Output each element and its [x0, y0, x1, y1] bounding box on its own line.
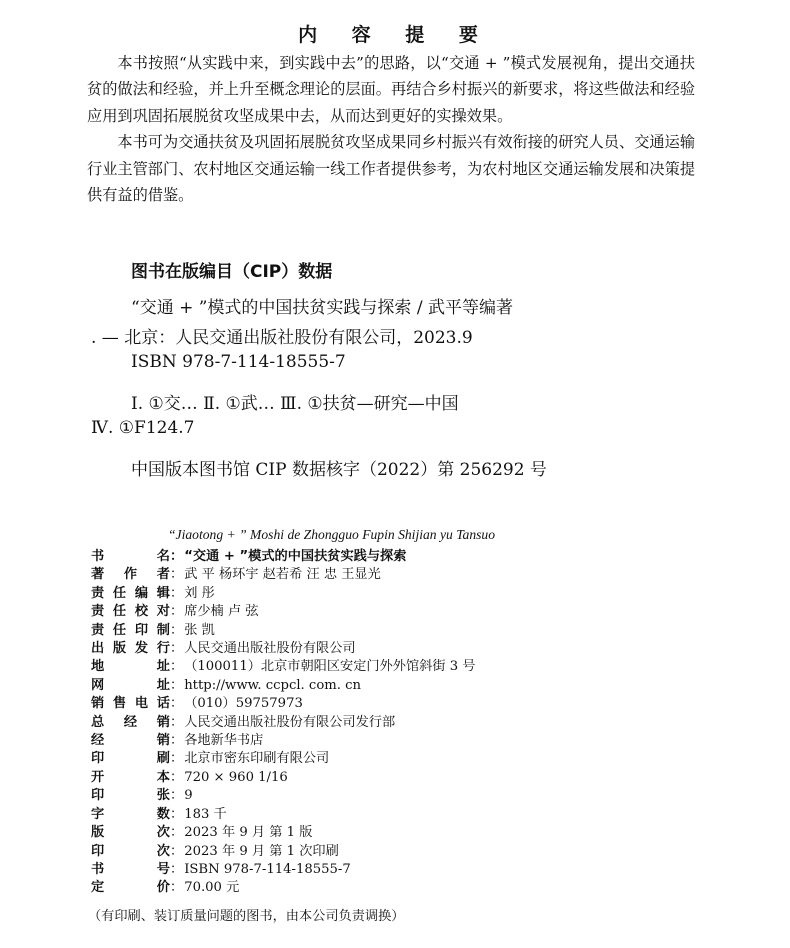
detail-label: 网 址	[91, 677, 170, 693]
detail-website: 网 址 ： http://www. ccpcl. com. cn	[91, 677, 731, 695]
detail-value: 席少楠 卢 弦	[184, 604, 259, 620]
cip-record-line: 中国版本图书馆 CIP 数据核字（2022）第 256292 号	[131, 460, 547, 480]
summary-paragraph-1: 本书按照“从实践中来，到实践中去”的思路，以“交通 + ”模式发展视角，提出交通扶贫的做法和经验，并上升至概念理论的层面。再结合乡村振兴的新要求，将这些做法和经验应用到巩固拓展脱贫攻坚成果中去，从而达到更好的实操效果。	[87, 54, 695, 125]
detail-printer: 印 刷 ： 北京市密东印刷有限公司	[91, 750, 731, 768]
detail-label: 版 次	[91, 825, 170, 841]
detail-label: 总 经 销	[91, 714, 170, 730]
summary-title: 内 容 提 要	[298, 24, 492, 46]
detail-value: 183 千	[184, 806, 227, 822]
detail-label: 出版发行	[91, 641, 170, 657]
detail-value: 9	[184, 788, 193, 804]
detail-value: “交通 + ”模式的中国扶贫实践与探索	[184, 549, 407, 564]
cip-isbn-line: ISBN 978-7-114-18555-7	[131, 352, 346, 372]
detail-value: 人民交通出版社股份有限公司发行部	[184, 714, 396, 730]
detail-price: 定 价 ： 70.00 元	[91, 879, 731, 897]
cip-title-line: “交通 + ”模式的中国扶贫实践与探索 / 武平等编著	[131, 298, 513, 318]
publication-details	[91, 548, 731, 898]
detail-label: 地 址	[91, 659, 170, 675]
detail-book-name: 书 名 ： “交通 + ”模式的中国扶贫实践与探索	[91, 548, 731, 566]
detail-editor: 责任编辑 ： 刘 彤	[91, 585, 731, 603]
detail-label: 印 刷	[91, 751, 170, 767]
detail-label: 销售电话	[91, 696, 170, 712]
detail-label: 书 号	[91, 861, 170, 877]
cip-publisher-line: . — 北京：人民交通出版社股份有限公司，2023.9	[91, 328, 473, 348]
detail-value: ISBN 978-7-114-18555-7	[184, 861, 351, 877]
cip-classification-line-2: Ⅳ. ①F124.7	[91, 418, 195, 438]
detail-label: 书 名	[91, 549, 170, 564]
detail-value: 2023 年 9 月 第 1 次印刷	[184, 843, 339, 859]
detail-general-distributor: 总 经 销 ： 人民交通出版社股份有限公司发行部	[91, 714, 731, 732]
detail-value: http://www. ccpcl. com. cn	[184, 677, 362, 693]
detail-word-count: 字 数 ： 183 千	[91, 806, 731, 824]
cip-heading: 图书在版编目（CIP）数据	[131, 262, 333, 282]
detail-value: 70.00 元	[184, 880, 240, 896]
detail-value: 人民交通出版社股份有限公司	[184, 641, 356, 657]
detail-printing: 印 次 ： 2023 年 9 月 第 1 次印刷	[91, 843, 731, 861]
detail-label: 印 次	[91, 843, 170, 859]
detail-label: 责任印制	[91, 622, 170, 638]
detail-authors: 著 作 者 ： 武 平 杨环宇 赵若希 汪 忠 王显光	[91, 566, 731, 584]
summary-paragraph-2: 本书可为交通扶贫及巩固拓展脱贫攻坚成果同乡村振兴有效衔接的研究人员、交通运输行业主管部门、农村地区交通运输一线工作者提供参考，为农村地区交通运输发展和决策提供有益的借鉴。	[87, 133, 695, 205]
detail-isbn: 书 号 ： ISBN 978-7-114-18555-7	[91, 861, 731, 879]
detail-value: 720 × 960 1/16	[184, 769, 288, 785]
detail-publisher: 出版发行 ： 人民交通出版社股份有限公司	[91, 640, 731, 658]
quality-footnote: （有印刷、装订质量问题的图书，由本公司负责调换）	[88, 909, 405, 924]
pinyin-title: “Jiaotong + ” Moshi de Zhongguo Fupin Shijian yu Tansuo	[168, 527, 496, 542]
detail-printing-supervisor: 责任印制 ： 张 凯	[91, 622, 731, 640]
detail-label: 印 张	[91, 788, 170, 804]
detail-value: （100011）北京市朝阳区安定门外外馆斜街 3 号	[184, 659, 476, 675]
detail-value: 武 平 杨环宇 赵若希 汪 忠 王显光	[184, 567, 381, 583]
detail-proofreader: 责任校对 ： 席少楠 卢 弦	[91, 603, 731, 621]
detail-distributor: 经 销 ： 各地新华书店	[91, 732, 731, 750]
detail-label: 定 价	[91, 880, 170, 896]
detail-label: 字 数	[91, 806, 170, 822]
detail-edition: 版 次 ： 2023 年 9 月 第 1 版	[91, 824, 731, 842]
detail-format: 开 本 ： 720 × 960 1/16	[91, 769, 731, 787]
detail-sales-phone: 销售电话 ： （010）59757973	[91, 695, 731, 713]
detail-value: 刘 彤	[184, 585, 215, 601]
detail-value: 北京市密东印刷有限公司	[184, 751, 330, 767]
detail-value: 张 凯	[184, 622, 215, 638]
summary-body	[87, 50, 695, 208]
detail-value: 2023 年 9 月 第 1 版	[184, 825, 313, 841]
detail-label: 著 作 者	[91, 567, 170, 583]
detail-label: 经 销	[91, 733, 170, 749]
detail-value: （010）59757973	[184, 696, 303, 712]
detail-label: 开 本	[91, 769, 170, 785]
cip-classification-line-1: Ⅰ. ①交… Ⅱ. ①武… Ⅲ. ①扶贫—研究—中国	[131, 394, 459, 414]
detail-address: 地 址 ： （100011）北京市朝阳区安定门外外馆斜街 3 号	[91, 658, 731, 676]
detail-label: 责任编辑	[91, 585, 170, 601]
detail-label: 责任校对	[91, 604, 170, 620]
detail-sheets: 印 张 ： 9	[91, 787, 731, 805]
detail-value: 各地新华书店	[184, 733, 264, 749]
